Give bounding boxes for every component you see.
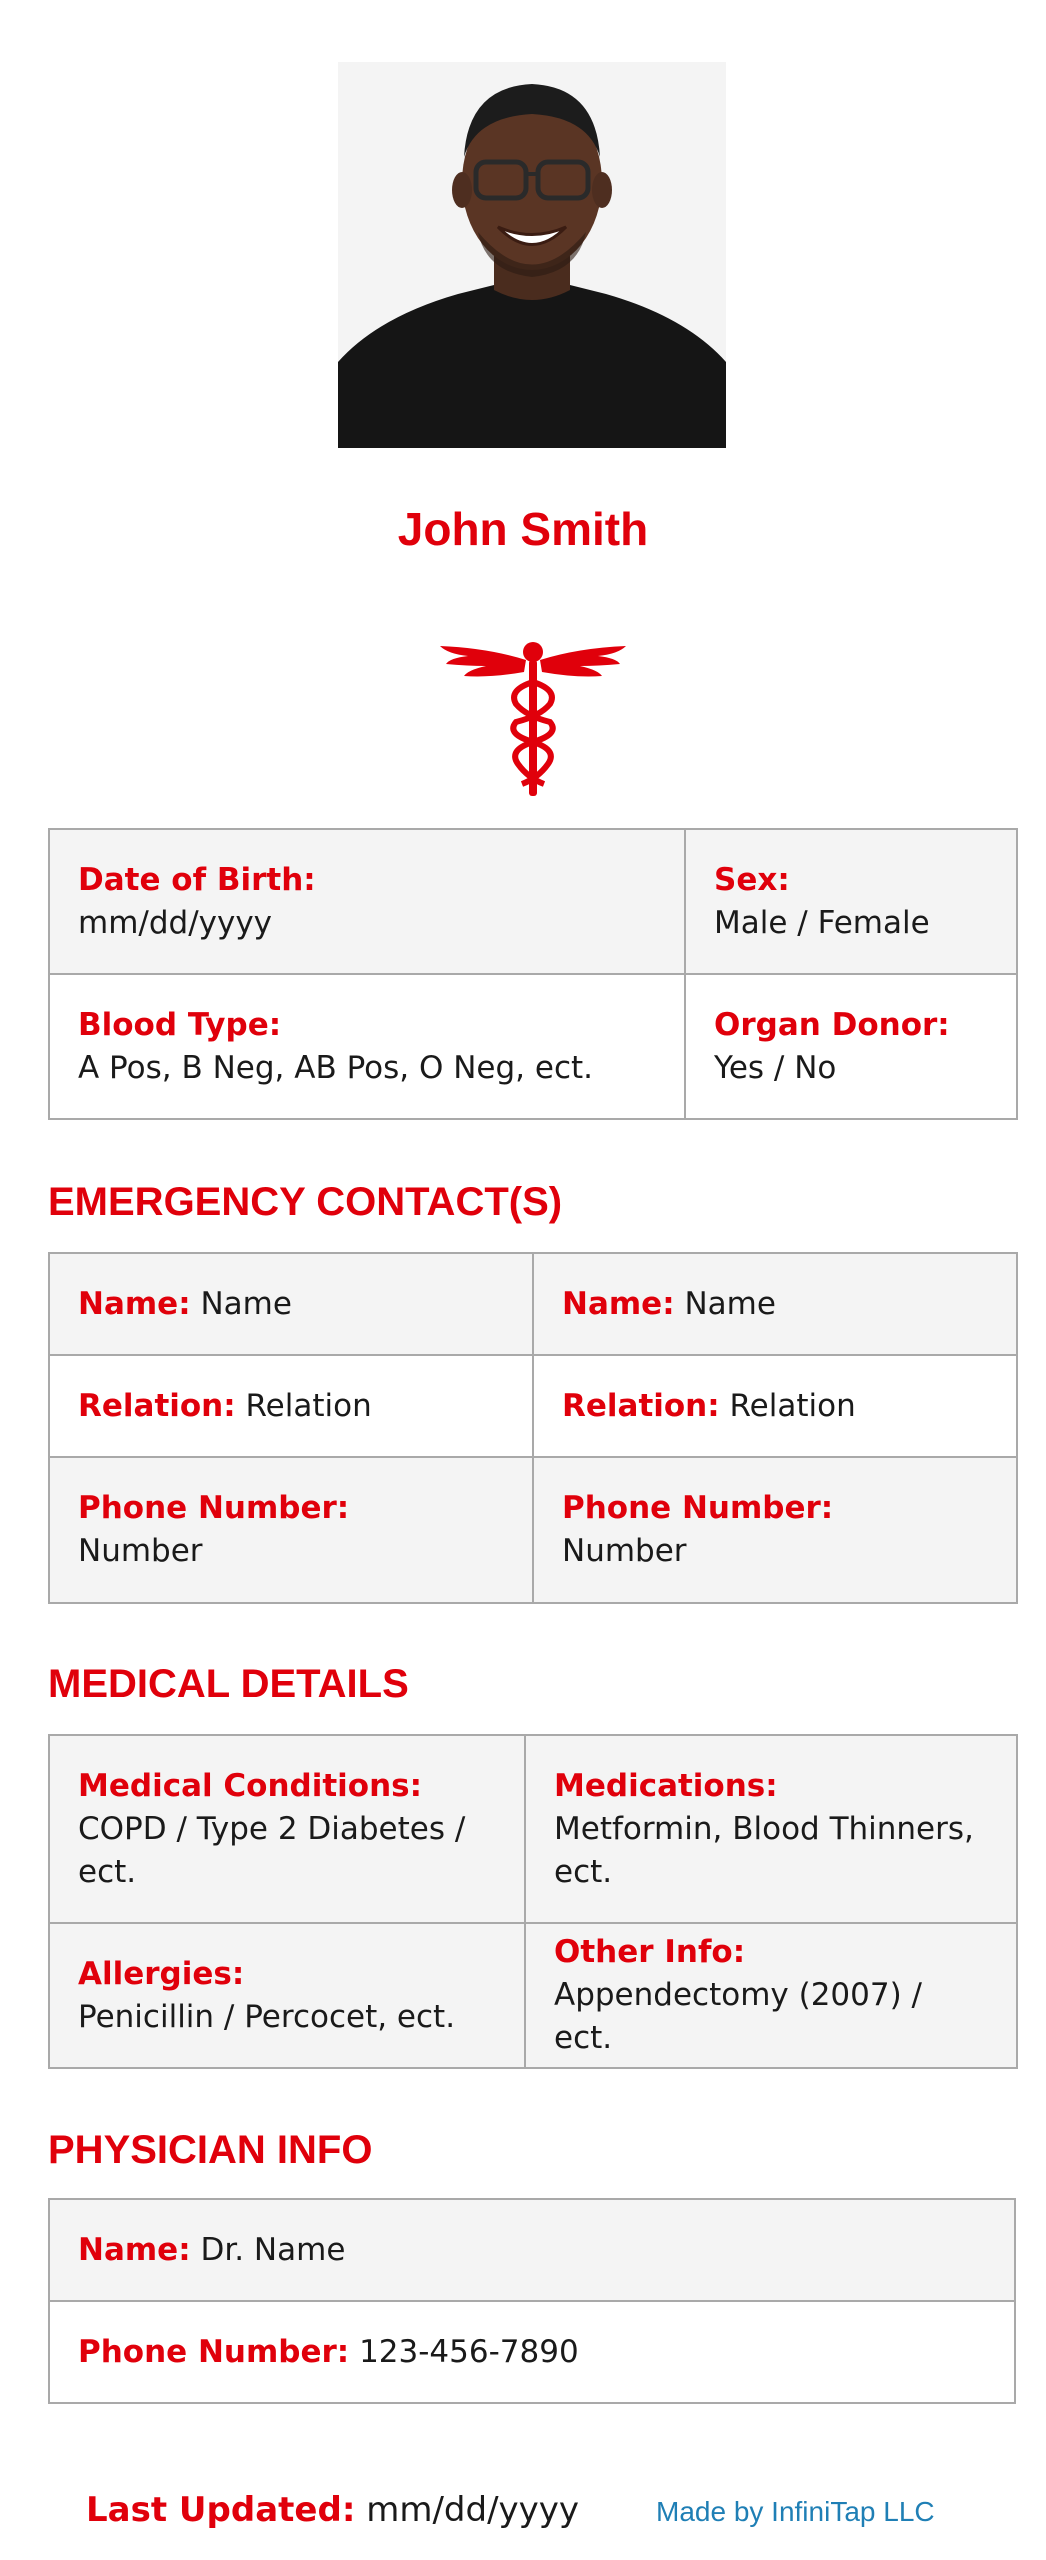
conditions-cell (49, 1735, 525, 1923)
organ-donor-cell (685, 974, 1017, 1119)
last-updated (86, 2490, 579, 2530)
allergies-cell (49, 1923, 525, 2068)
profile-name: John Smith (397, 503, 649, 555)
physician-phone-cell (49, 2301, 1015, 2403)
physician-phone-label: Phone Number: (78, 2333, 350, 2370)
medications-cell (525, 1735, 1017, 1923)
contact-1-phone[interactable]: Number (78, 1533, 203, 1569)
blood-type-value: A Pos, B Neg, AB Pos, O Neg, ect. (78, 1049, 594, 1086)
allergies-label: Allergies: (78, 1955, 245, 1992)
made-by-link[interactable]: Made by InfiniTap LLC (656, 2496, 935, 2527)
sex-cell (685, 829, 1017, 974)
last-updated-label: Last Updated: (86, 2490, 356, 2530)
organ-donor-value: Yes / No (714, 1049, 837, 1086)
contact-2-relation: Relation (729, 1387, 856, 1424)
contact-1-relation: Relation (245, 1387, 372, 1424)
contact-2-name-cell (533, 1253, 1017, 1355)
conditions-label: Medical Conditions: (78, 1767, 422, 1804)
contact-2-relation-cell (533, 1355, 1017, 1457)
emergency-heading: EMERGENCY CONTACT(S) (48, 1180, 563, 1224)
profile-photo (338, 62, 726, 448)
contact-2-phone[interactable]: Number (562, 1533, 687, 1569)
organ-donor-label: Organ Donor: (714, 1006, 950, 1043)
blood-type-label: Blood Type: (78, 1006, 282, 1043)
sex-value: Male / Female (714, 904, 930, 941)
personal-info-table (48, 828, 1018, 1120)
caduceus-icon (438, 638, 628, 798)
contact-1-name-label: Name: (78, 1285, 191, 1322)
physician-name-cell (49, 2199, 1015, 2301)
contact-1-relation-label: Relation: (78, 1387, 236, 1424)
allergies-value: Penicillin / Percocet, ect. (78, 1998, 456, 2035)
sex-label: Sex: (714, 861, 790, 898)
contact-2-phone-cell (533, 1457, 1017, 1603)
physician-table (48, 2198, 1016, 2404)
medical-details-table (48, 1734, 1018, 2069)
other-info-label: Other Info: (554, 1934, 746, 1970)
contact-1-name-cell (49, 1253, 533, 1355)
other-info-cell (525, 1923, 1017, 2068)
dob-label: Date of Birth: (78, 861, 316, 898)
last-updated-value: mm/dd/yyyy (366, 2490, 580, 2530)
blood-type-cell (49, 974, 685, 1119)
contact-2-relation-label: Relation: (562, 1387, 720, 1424)
physician-name: Dr. Name (200, 2231, 346, 2268)
other-info-value: Appendectomy (2007) / ect. (554, 1977, 922, 2056)
contact-2-name-label: Name: (562, 1285, 675, 1322)
contact-1-relation-cell (49, 1355, 533, 1457)
dob-cell (49, 829, 685, 974)
contact-2-phone-label: Phone Number: (562, 1490, 834, 1526)
contact-1-name: Name (200, 1285, 292, 1322)
contact-1-phone-label: Phone Number: (78, 1490, 350, 1526)
medications-value: Metformin, Blood Thinners, ect. (554, 1810, 974, 1890)
physician-name-label: Name: (78, 2231, 191, 2268)
contact-2-name: Name (684, 1285, 776, 1322)
medical-heading: MEDICAL DETAILS (48, 1662, 409, 1706)
contact-1-phone-cell (49, 1457, 533, 1603)
physician-phone[interactable]: 123-456-7890 (359, 2333, 579, 2370)
dob-value: mm/dd/yyyy (78, 904, 273, 941)
medications-label: Medications: (554, 1767, 778, 1804)
emergency-contacts-table (48, 1252, 1018, 1604)
conditions-value: COPD / Type 2 Diabetes / ect. (78, 1810, 466, 1890)
physician-heading: PHYSICIAN INFO (48, 2128, 373, 2172)
